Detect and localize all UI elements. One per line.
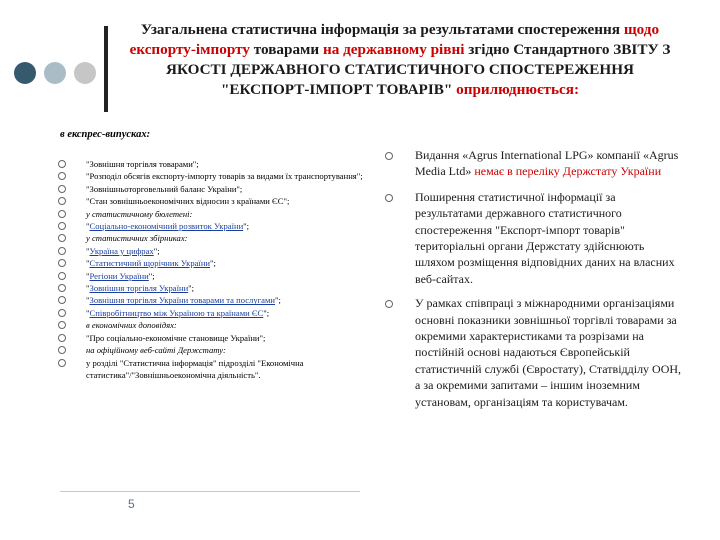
publication-item [58, 158, 378, 170]
publication-text-pre: " [86, 221, 90, 232]
bullet-icon [58, 172, 66, 180]
publication-item [58, 170, 378, 182]
publication-text-post: "; [275, 295, 281, 306]
bullet-icon [58, 321, 66, 329]
bullet-icon [58, 359, 66, 367]
publication-text-pre: "Зовнішня торгівля товарами"; [86, 159, 199, 169]
publication-text [86, 333, 265, 343]
title-highlight-3: оприлюднюється: [456, 81, 580, 98]
publication-text-pre: " [86, 283, 90, 294]
publication-text-pre: у статистичних збірниках: [86, 233, 188, 244]
publication-text-pre: "Зовнішньоторговельний баланс України"; [86, 183, 243, 194]
title-part-1: Узагальнена статистична інформація за результатами спостереження [140, 21, 624, 38]
publication-text [86, 295, 281, 305]
title-part-3: згідно Стандартного ЗВІТУ З ЯКОСТІ ДЕРЖАВНОГО СТАТИСТИЧНОГО СПОСТЕРЕЖЕННЯ "ЕКСПОРТ-ІМПОРТ ТОВАРІВ" [165, 41, 671, 98]
publication-item [58, 344, 378, 356]
publication-text [86, 233, 188, 243]
publication-text-post: "; [153, 245, 160, 256]
publication-text [86, 196, 289, 206]
publication-text-pre: "Про соціально-економічне становище України"; [86, 332, 266, 343]
slide-title [120, 20, 680, 100]
publication-item [58, 332, 378, 344]
publication-text-pre: у розділі "Статистична інформація" підрозділі "Економічна статистика"/"Зовнішньоекономічна діяльність". [86, 357, 304, 380]
publication-text-pre: " [86, 270, 90, 281]
left-subheading: в експрес-випусках: [60, 129, 151, 140]
publication-link[interactable]: Зовнішня торгівля України товарами та послугами [89, 295, 276, 306]
bullet-icon [58, 247, 66, 255]
publication-text-pre: " [86, 258, 90, 269]
info-item-international [385, 295, 685, 410]
page-number: 5 [128, 497, 135, 511]
publication-text [86, 246, 160, 256]
bullet-icon [58, 185, 66, 193]
publication-text-post: "; [148, 270, 155, 281]
publication-item [58, 282, 378, 294]
publication-text [86, 258, 216, 268]
dot-dark [14, 62, 36, 84]
bullet-icon [58, 296, 66, 304]
publication-text [86, 320, 177, 330]
publication-link[interactable]: Зовнішня торгівля України [89, 283, 189, 294]
publication-link[interactable]: Статистичний щорічник України [89, 258, 211, 269]
bullet-icon [385, 152, 393, 160]
bullet-icon [58, 284, 66, 292]
publication-link[interactable]: Україна у цифрах [89, 245, 154, 256]
bullet-icon [58, 334, 66, 342]
publication-link[interactable]: Співробітництво між Україною та країнами ЄС [89, 307, 264, 318]
publication-text [86, 184, 242, 194]
publication-text-pre: " [86, 295, 90, 306]
bullet-icon [385, 300, 393, 308]
info-item-agrus [385, 147, 685, 180]
bullet-icon [58, 259, 66, 267]
publication-item [58, 183, 378, 195]
bullet-icon [58, 234, 66, 242]
info-item-agrus-highlight: немає в переліку Держстату України [474, 164, 662, 179]
publication-text [86, 308, 269, 318]
publication-text [86, 358, 304, 380]
footer-divider [60, 491, 360, 492]
publication-item [58, 257, 378, 269]
publication-item [58, 319, 378, 331]
publication-text [86, 209, 192, 219]
publication-item [58, 220, 378, 232]
dot-medium [44, 62, 66, 84]
publication-text-pre: "Стан зовнішньоекономічних відносин з країнами ЄС"; [86, 196, 290, 207]
decorative-dots [14, 62, 98, 86]
title-divider-bar [104, 26, 108, 112]
bullet-icon [58, 210, 66, 218]
publication-text-post: "; [210, 258, 216, 269]
publication-link[interactable]: Регіони України [89, 270, 149, 281]
bullet-icon [58, 309, 66, 317]
publication-text-post: "; [263, 307, 270, 318]
publication-item [58, 307, 378, 319]
publication-item [58, 208, 378, 220]
publication-text [86, 171, 363, 181]
publication-text-pre: " [86, 245, 90, 256]
info-item-international-text: У рамках співпраці з міжнародними організаціями основні показники зовнішньої торгівлі товарами за окремими характеристиками та розрізами на постійній основі надаються Європейській статистичній службі (Євростату), Статвідділу ООН, а за окремими запитами – іншим іноземним установам, організаціям та користувачам. [415, 296, 682, 409]
info-item-dissemination [385, 189, 685, 287]
publication-text-pre: в економічних доповідях: [86, 320, 177, 331]
title-highlight-1: щодо експорту-імпорту [129, 21, 660, 58]
publication-text [86, 159, 199, 169]
publication-text-post: "; [243, 221, 250, 232]
publication-item [58, 232, 378, 244]
publication-item [58, 294, 378, 306]
publication-text [86, 345, 226, 355]
info-list [385, 147, 685, 418]
publication-item [58, 245, 378, 257]
publication-item [58, 195, 378, 207]
publication-item [58, 270, 378, 282]
bullet-icon [58, 222, 66, 230]
bullet-icon [58, 346, 66, 354]
bullet-icon [58, 197, 66, 205]
publication-text [86, 221, 249, 231]
publication-item [58, 357, 378, 382]
info-item-dissemination-text: Поширення статистичної інформації за результатами державного статистичного спостереження "Експорт-імпорт товарів" територіальні органи Держстату здійснюють шляхом розміщення відповідних даних на власних веб-сайтах. [415, 189, 675, 286]
publication-text [86, 283, 194, 293]
publication-text-pre: на офіційному веб-сайті Держстату: [86, 345, 226, 356]
info-item-agrus-text: Видання «Agrus International LPG» компанії «Agrus Media Ltd» [415, 148, 679, 179]
publication-text-post: "; [188, 283, 195, 294]
publication-text-pre: " [86, 307, 90, 318]
bullet-icon [58, 272, 66, 280]
dot-light [74, 62, 96, 84]
publication-text [86, 271, 155, 281]
bullet-icon [58, 160, 66, 168]
publication-link[interactable]: Соціально-економічний розвиток України [89, 221, 244, 232]
publications-list [58, 158, 378, 381]
publication-text-pre: у статистичному бюлетені: [86, 208, 193, 219]
bullet-icon [385, 194, 393, 202]
title-part-2: товарами [249, 41, 323, 58]
title-highlight-2: на державному рівні [322, 41, 465, 58]
publication-text-pre: "Розподіл обсягів експорту-імпорту товарів за видами їх транспортування"; [86, 171, 363, 182]
